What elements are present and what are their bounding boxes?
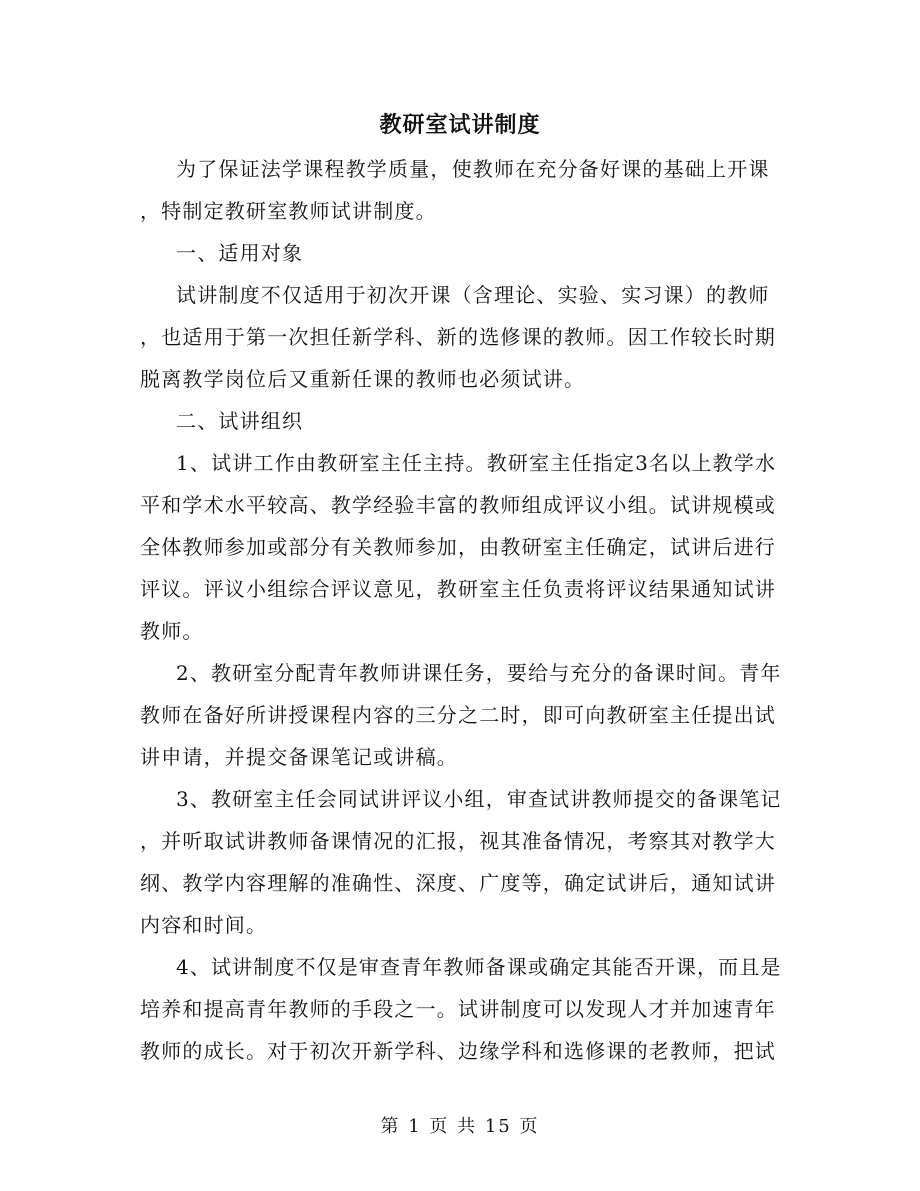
- body-line: 讲申请，并提交备课笔记或讲稿。: [140, 745, 458, 769]
- body-line: 纲、教学内容理解的准确性、深度、广度等，确定试讲后，通知试讲: [140, 871, 776, 895]
- body-line: 内容和时间。: [140, 913, 268, 937]
- body-line: 教师。: [140, 619, 204, 643]
- body-line: 全体教师参加或部分有关教师参加，由教研室主任确定，试讲后进行: [140, 535, 776, 559]
- body-line: 1、试讲工作由教研室主任主持。教研室主任指定3名以上教学水: [176, 451, 777, 475]
- body-line: 平和学术水平较高、教学经验丰富的教师组成评议小组。试讲规模或: [140, 493, 776, 517]
- body-line: 教师的成长。对于初次开新学科、边缘学科和选修课的老教师，把试: [140, 1039, 776, 1063]
- body-line: 4、试讲制度不仅是审查青年教师备课或确定其能否开课，而且是: [176, 955, 782, 979]
- page-number-footer: 第 1 页 共 15 页: [380, 1116, 540, 1137]
- body-line: ，也适用于第一次担任新学科、新的选修课的教师。因工作较长时期: [140, 325, 776, 349]
- body-line: 试讲制度不仅适用于初次开课（含理论、实验、实习课）的教师: [176, 283, 770, 307]
- section-heading: 二、试讲组织: [176, 409, 304, 433]
- body-line: 评议。评议小组综合评议意见，教研室主任负责将评议结果通知试讲: [140, 577, 776, 601]
- body-line: 脱离教学岗位后又重新任课的教师也必须试讲。: [140, 367, 586, 391]
- body-line: 2、教研室分配青年教师讲课任务，要给与充分的备课时间。青年: [176, 661, 782, 685]
- section-heading: 一、适用对象: [176, 241, 304, 265]
- body-line: ，特制定教研室教师试讲制度。: [140, 199, 437, 223]
- document-title: 教研室试讲制度: [379, 113, 541, 138]
- body-line: 为了保证法学课程教学质量，使教师在充分备好课的基础上开课: [176, 157, 770, 181]
- body-line: ，并听取试讲教师备课情况的汇报，视其准备情况，考察其对教学大: [140, 829, 776, 853]
- body-line: 教师在备好所讲授课程内容的三分之二时，即可向教研室主任提出试: [140, 703, 776, 727]
- body-line: 培养和提高青年教师的手段之一。试讲制度可以发现人才并加速青年: [140, 997, 776, 1021]
- body-line: 3、教研室主任会同试讲评议小组，审查试讲教师提交的备课笔记: [176, 787, 782, 811]
